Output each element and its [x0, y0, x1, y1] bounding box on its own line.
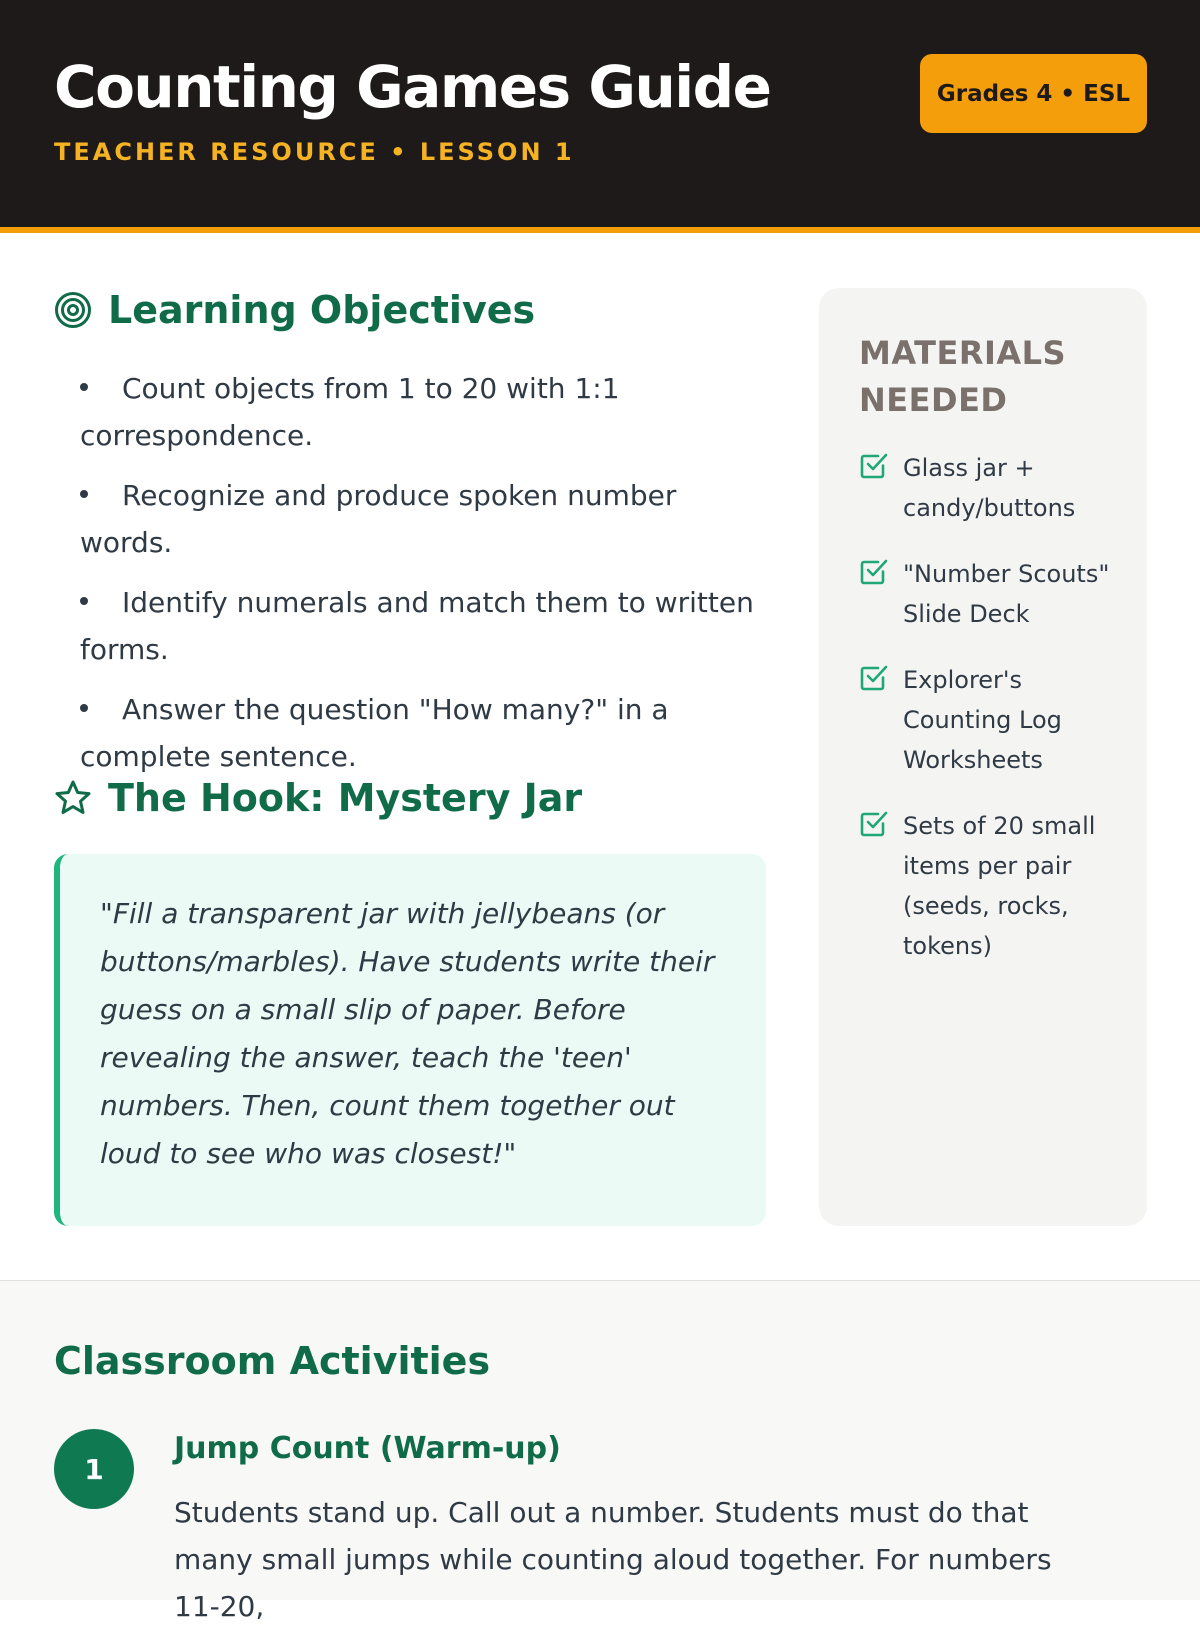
list-item — [859, 448, 1117, 528]
objectives-heading — [54, 288, 535, 332]
page-header — [0, 0, 1200, 233]
objective-text: Identify numerals and match them to written forms. — [80, 586, 754, 666]
material-text: Glass jar + candy/buttons — [903, 454, 1076, 522]
list-item — [859, 554, 1117, 634]
bullet — [80, 490, 88, 498]
checkbox-icon — [859, 556, 889, 586]
checkbox-icon — [859, 808, 889, 838]
hook-quote: "Fill a transparent jar with jellybeans (or buttons/marbles). Have students write their guess on a small slip of paper. Before revealing the answer, teach the 'teen' numbers. Then, count them together out loud to see who was closest!" — [100, 897, 715, 1170]
activity-description: Students stand up. Call out a number. Students must do that many small jumps while counting aloud together. For numbers 11-20, — [174, 1496, 1052, 1623]
materials-title: MATERIALS NEEDED — [859, 334, 1067, 419]
checkbox-icon — [859, 450, 889, 480]
hook-heading-text: The Hook: Mystery Jar — [108, 776, 583, 820]
activities-section — [0, 1280, 1200, 1623]
objective-text: Count objects from 1 to 20 with 1:1 correspondence. — [80, 372, 620, 452]
hook-quote-box — [54, 854, 766, 1226]
activities-heading: Classroom Activities — [54, 1339, 491, 1383]
grade-badge: Grades 4 • ESL — [920, 54, 1147, 133]
material-text: Sets of 20 small items per pair (seeds, rocks, tokens) — [903, 812, 1096, 960]
step-number-badge: 1 — [54, 1429, 134, 1509]
activity-title: Jump Count (Warm-up) — [174, 1431, 561, 1466]
list-item — [80, 686, 770, 780]
star-icon — [54, 779, 92, 817]
bullet — [80, 597, 88, 605]
page-subtitle: TEACHER RESOURCE • LESSON 1 — [54, 138, 575, 166]
checkbox-icon — [859, 662, 889, 692]
materials-list — [859, 448, 1117, 966]
page-title: Counting Games Guide — [54, 53, 771, 121]
objectives-list — [80, 365, 770, 793]
objective-text: Answer the question "How many?" in a complete sentence. — [80, 693, 669, 773]
hook-heading — [54, 776, 582, 820]
target-icon — [54, 291, 92, 329]
bullet — [80, 383, 88, 391]
list-item — [80, 579, 770, 673]
list-item — [859, 806, 1117, 966]
bullet — [80, 704, 88, 712]
objective-text: Recognize and produce spoken number words. — [80, 479, 677, 559]
list-item — [859, 660, 1117, 780]
objectives-heading-text: Learning Objectives — [108, 288, 536, 332]
material-text: "Number Scouts" Slide Deck — [903, 560, 1110, 628]
material-text: Explorer's Counting Log Worksheets — [903, 666, 1062, 774]
list-item — [80, 365, 770, 459]
list-item — [80, 472, 770, 566]
materials-card — [819, 288, 1147, 1226]
